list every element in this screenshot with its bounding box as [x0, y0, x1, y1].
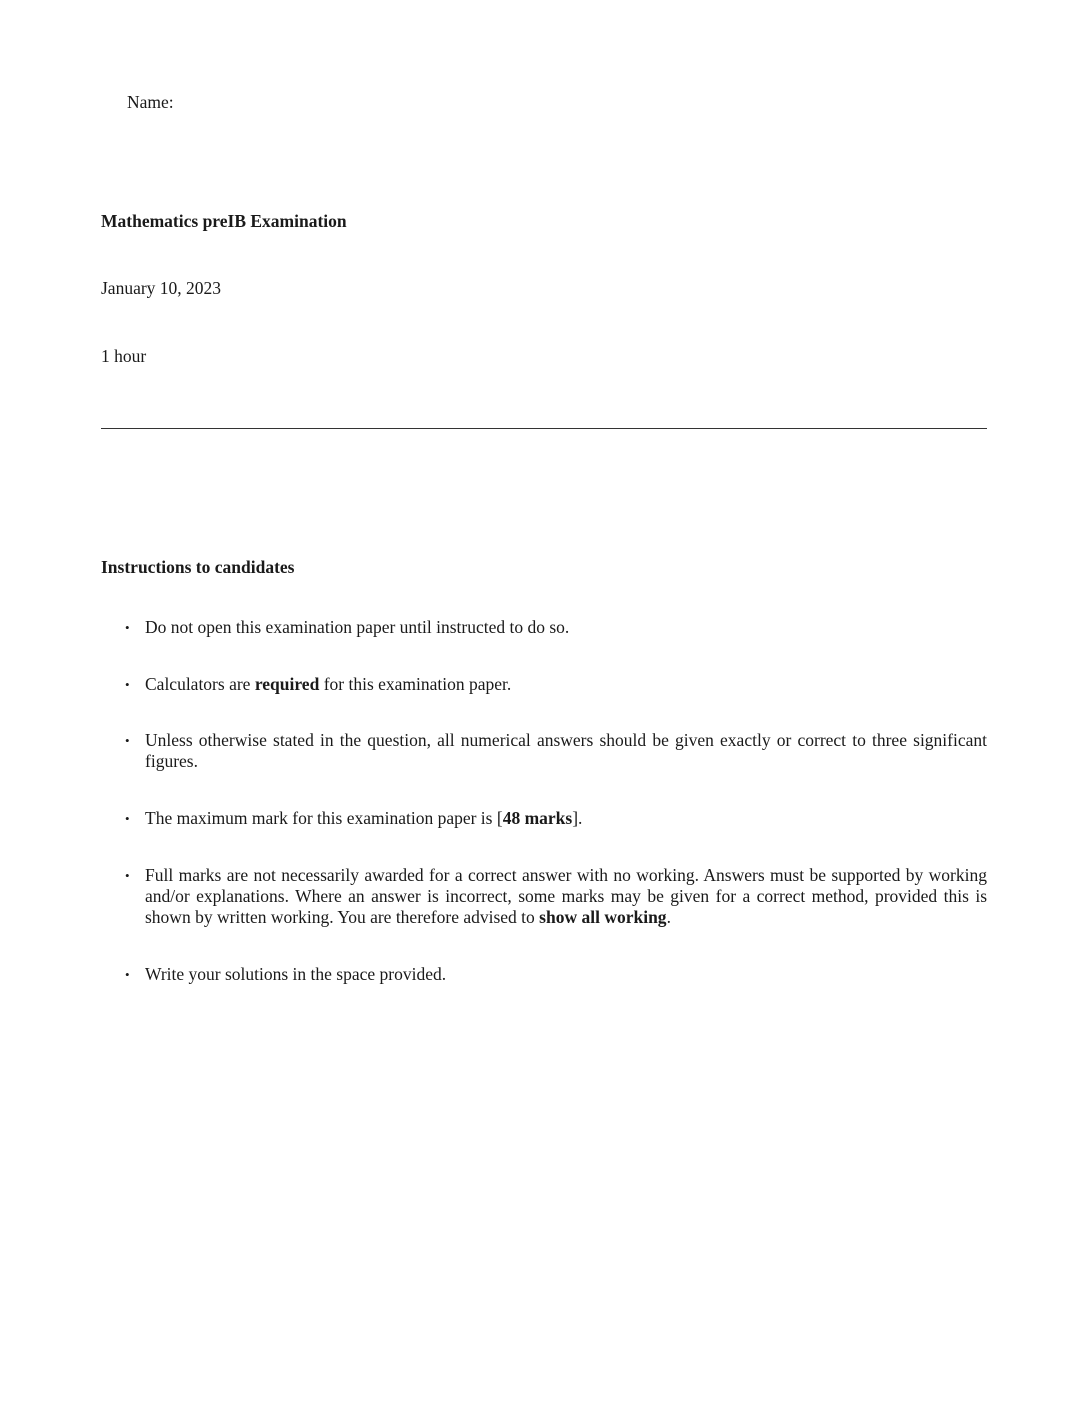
instruction-text — [145, 808, 987, 829]
instruction-text-part: ]. — [572, 808, 583, 828]
instruction-text — [145, 617, 987, 638]
bullet-icon: • — [125, 677, 130, 692]
instruction-emphasis: required — [254, 674, 320, 694]
name-label: Name: — [127, 92, 174, 112]
instruction-text — [145, 674, 987, 695]
bullet-icon: • — [125, 967, 130, 982]
instruction-text-part: Write your solutions in the space provided. — [145, 964, 447, 984]
instruction-text — [145, 865, 987, 928]
horizontal-divider — [101, 428, 987, 429]
instruction-emphasis: 48 marks — [502, 808, 573, 828]
bullet-icon: • — [125, 868, 130, 883]
instruction-text-part: for this examination paper. — [319, 674, 512, 694]
bullet-icon: • — [125, 733, 130, 748]
exam-duration: 1 hour — [101, 346, 147, 366]
instruction-text — [145, 730, 987, 772]
instruction-text-part: The maximum mark for this examination paper is [ — [145, 808, 503, 828]
instruction-text-part: Unless otherwise stated in the question, all numerical answers should be given exactly or correct to three significant figures. — [145, 730, 987, 771]
instruction-text-part: Full marks are not necessarily awarded for a correct answer with no working. Answers must be supported by working and/or explanations. Where an answer is incorrect, some marks may be given for a correct method, provided this is shown by written working. You are therefore advised to — [145, 865, 987, 927]
bullet-icon: • — [125, 620, 130, 635]
instruction-text-part: Calculators are — [145, 674, 255, 694]
exam-date: January 10, 2023 — [101, 278, 222, 298]
instruction-text — [145, 964, 987, 985]
instruction-emphasis: show all working — [539, 907, 667, 927]
bullet-icon: • — [125, 811, 130, 826]
instruction-text-part: . — [666, 907, 671, 927]
instruction-text-part: Do not open this examination paper until instructed to do so. — [145, 617, 570, 637]
instructions-heading: Instructions to candidates — [101, 557, 295, 577]
exam-title: Mathematics preIB Examination — [101, 211, 347, 231]
